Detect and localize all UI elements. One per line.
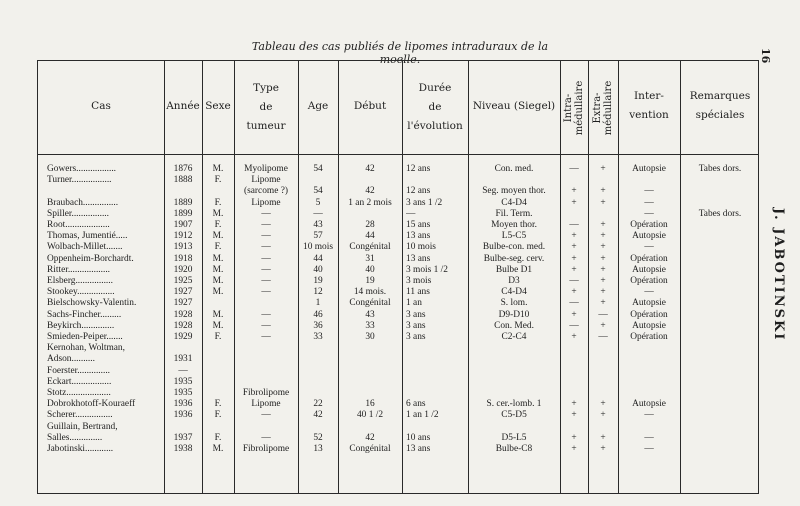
cell-debut: 42 <box>365 186 375 197</box>
cell-sexe: M. <box>212 253 224 264</box>
cell-debut: 40 <box>365 264 375 275</box>
header-rule <box>38 154 758 155</box>
table-row <box>38 164 758 175</box>
header-intra: Intra- médullaire <box>563 80 585 136</box>
cell-cas: Guillain, Bertrand, <box>47 421 118 432</box>
cell-duree: 1 an 1 /2 <box>406 410 439 421</box>
cell-niveau: L5-C5 <box>501 231 527 242</box>
cell-intervention: Opération <box>630 309 668 320</box>
cell-annee: 1938 <box>173 444 193 454</box>
cell-cas: Adson.......... <box>47 354 95 365</box>
cell-niveau: Seg. moyen thor. <box>482 186 546 197</box>
cell-duree: 13 ans <box>406 231 431 242</box>
table-row <box>38 276 758 287</box>
cell-cas: Gowers................. <box>47 164 117 174</box>
cell-type: Lipome <box>251 197 281 208</box>
cell-intervention: — <box>644 287 654 298</box>
cell-duree: 15 ans <box>406 220 431 230</box>
cell-sexe: M. <box>212 231 224 242</box>
table-row <box>38 198 758 209</box>
cell-sexe: M. <box>212 208 224 219</box>
cell-annee: 1935 <box>173 376 193 387</box>
cell-annee: 1920 <box>173 264 193 275</box>
cell-cas: Stotz................... <box>47 388 111 398</box>
cell-niveau: C4-D4 <box>501 287 527 298</box>
cell-sexe: M. <box>212 164 224 174</box>
cell-duree: 12 ans <box>406 186 431 197</box>
cell-niveau: S. cer.-lomb. 1 <box>486 399 542 410</box>
cell-duree: — <box>406 208 416 219</box>
cell-extra: + <box>600 432 606 443</box>
cell-sexe: M. <box>212 287 224 298</box>
cell-cas: Jabotinski............ <box>47 444 114 454</box>
header-annee: Année <box>166 100 200 112</box>
cell-annee: 1876 <box>173 164 193 174</box>
cell-type: — <box>261 264 271 275</box>
cell-debut: 1 an 2 mois <box>348 197 392 208</box>
cell-age: 33 <box>313 332 323 342</box>
cell-extra: + <box>600 197 606 208</box>
cell-debut: 42 <box>365 164 375 174</box>
cell-annee: 1912 <box>173 231 193 242</box>
cell-annee: 1928 <box>173 320 193 331</box>
cell-intra: + <box>571 444 577 454</box>
cell-cas: Bielschowsky-Valentin. <box>47 298 137 309</box>
cell-niveau: Con. med. <box>494 164 534 174</box>
cell-duree: 11 ans <box>406 287 430 298</box>
cell-intervention: Opération <box>630 276 668 286</box>
cell-annee: 1927 <box>173 287 193 298</box>
cell-age: 1 <box>315 298 321 309</box>
cell-duree: 3 ans <box>406 309 426 320</box>
cell-intervention: Autopsie <box>632 164 666 174</box>
cell-extra: + <box>600 287 606 298</box>
cell-annee: 1929 <box>173 332 193 342</box>
cell-intra: + <box>571 264 577 275</box>
cell-debut: 19 <box>365 276 375 286</box>
cell-intra: + <box>571 231 577 242</box>
cell-age: 13 <box>313 444 323 454</box>
cell-age: 40 <box>313 264 323 275</box>
cell-type: — <box>261 276 271 286</box>
cell-debut: Congénital <box>349 444 391 454</box>
cell-annee: 1925 <box>173 276 193 286</box>
cell-age: 54 <box>313 186 323 197</box>
header-duree <box>402 79 468 136</box>
cell-niveau: D5-L5 <box>501 432 527 443</box>
table-row <box>38 265 758 276</box>
cell-duree: 3 mois 1 /2 <box>406 264 448 275</box>
cell-niveau: D9-D10 <box>498 309 530 320</box>
header-type-line: tumeur <box>246 120 286 132</box>
cell-type: — <box>261 410 271 421</box>
cell-intra: — <box>569 298 579 309</box>
header-remarques <box>680 87 760 125</box>
cell-age: 36 <box>313 320 323 331</box>
cell-sexe: M. <box>212 276 224 286</box>
cell-extra: + <box>600 242 606 253</box>
header-niveau: Niveau (Siegel) <box>472 100 556 112</box>
table-row <box>38 231 758 242</box>
table-row <box>38 354 758 365</box>
cell-annee: 1888 <box>173 175 193 186</box>
cell-extra: + <box>600 253 606 264</box>
cell-type: Lipome <box>251 399 281 410</box>
cell-cas: Sachs-Fincher......... <box>47 309 122 320</box>
table-row <box>38 254 758 265</box>
cell-age: 22 <box>313 399 323 410</box>
cell-cas: Dobrokhotoff-Kouraeff <box>47 399 136 410</box>
cell-sexe: M. <box>212 264 224 275</box>
cell-intra: + <box>571 242 577 253</box>
cell-intervention: — <box>644 432 654 443</box>
cell-intervention: — <box>644 444 654 454</box>
cell-type: — <box>261 320 271 331</box>
cell-extra: — <box>598 332 608 342</box>
cell-duree: 3 mois <box>406 276 432 286</box>
cell-debut: 30 <box>365 332 375 342</box>
cell-niveau: Bulbe-seg. cerv. <box>483 253 545 264</box>
cell-age: 19 <box>313 276 323 286</box>
cell-debut: 40 1 /2 <box>356 410 384 421</box>
cell-intra: + <box>571 197 577 208</box>
cell-age: 43 <box>313 220 323 230</box>
cell-niveau: D3 <box>508 276 520 286</box>
cell-cas: Foerster.............. <box>47 365 111 376</box>
cell-cas: Stookey................ <box>47 287 115 298</box>
cell-debut: 16 <box>365 399 375 410</box>
cell-niveau: S. lom. <box>500 298 528 309</box>
cell-type: — <box>261 242 271 253</box>
cell-intervention: Opération <box>630 253 668 264</box>
cell-annee: 1927 <box>173 298 193 309</box>
cell-type: — <box>261 231 271 242</box>
table-row <box>38 410 758 421</box>
table-row <box>38 287 758 298</box>
cell-extra: + <box>600 164 606 174</box>
cell-intra: + <box>571 253 577 264</box>
cell-intervention: Opération <box>630 332 668 342</box>
cell-type: Fibrolipome <box>242 388 290 398</box>
cell-type: — <box>261 432 271 443</box>
table-row <box>38 175 758 186</box>
header-duree-line: l'évolution <box>407 120 463 132</box>
cell-extra: + <box>600 410 606 421</box>
cell-age: 12 <box>313 287 323 298</box>
header-age: Age <box>307 100 329 112</box>
cell-intra: + <box>571 432 577 443</box>
header-intervention <box>618 87 680 125</box>
cell-cas: Kernohan, Woltman, <box>47 343 125 354</box>
cell-type: — <box>261 309 271 320</box>
cell-annee: 1928 <box>173 309 193 320</box>
header-duree-line: de <box>428 101 442 113</box>
table-row <box>38 399 758 410</box>
running-author: J. JABOTINSKI <box>771 208 786 342</box>
cell-cas: Eckart................. <box>47 376 112 387</box>
header-intervention-line: vention <box>629 109 669 121</box>
cell-annee: 1937 <box>173 432 193 443</box>
cell-niveau: Bulbe-con. med. <box>482 242 546 253</box>
table-row <box>38 220 758 231</box>
cell-annee: 1889 <box>173 197 193 208</box>
cell-cas: Thomas, Jumentié..... <box>47 231 128 242</box>
cell-duree: 12 ans <box>406 164 431 174</box>
cell-duree: 3 ans <box>406 332 426 342</box>
cell-cas: Scherer................ <box>47 410 113 421</box>
cell-duree: 1 an <box>406 298 422 309</box>
cell-age: 46 <box>313 309 323 320</box>
cell-intervention: — <box>644 197 654 208</box>
cell-extra: + <box>600 298 606 309</box>
table-row <box>38 332 758 343</box>
cell-niveau: C5-D5 <box>501 410 527 421</box>
cell-sexe: F. <box>214 332 222 342</box>
cell-sexe: F. <box>214 242 222 253</box>
cell-niveau: C2-C4 <box>501 332 527 342</box>
header-extra: Extra- médullaire <box>592 80 614 136</box>
cell-intra: — <box>569 220 579 230</box>
header-intervention-line: Inter- <box>634 90 664 102</box>
cell-cas: Elsberg................ <box>47 276 113 286</box>
table-row <box>38 242 758 253</box>
cell-debut: 31 <box>365 253 375 264</box>
header-type <box>234 79 298 136</box>
cell-duree: 3 ans 1 /2 <box>406 197 443 208</box>
cell-duree: 10 mois <box>406 242 436 253</box>
cell-age: 54 <box>313 164 323 174</box>
cell-type: — <box>261 208 271 219</box>
cell-duree: 10 ans <box>406 432 431 443</box>
cell-niveau: Con. Med. <box>494 320 534 331</box>
cell-age: 44 <box>313 253 323 264</box>
cell-cas: Oppenheim-Borchardt. <box>47 253 134 264</box>
header-type-line: de <box>259 101 273 113</box>
header-remarques-line: spéciales <box>695 109 745 121</box>
cell-remarques: Tabes dors. <box>698 208 742 219</box>
cell-annee: 1931 <box>173 354 193 365</box>
page-title: Tableau des cas publiés de lipomes intraduraux de la moelle. <box>251 40 549 66</box>
cell-sexe: M. <box>212 309 224 320</box>
cell-intervention: Autopsie <box>632 231 666 242</box>
cell-extra: + <box>600 276 606 286</box>
cell-annee: 1899 <box>173 208 193 219</box>
cell-intra: — <box>569 276 579 286</box>
cell-debut: 33 <box>365 320 375 331</box>
cell-intervention: Autopsie <box>632 298 666 309</box>
cell-duree: 13 ans <box>406 444 431 454</box>
table-row <box>38 209 758 220</box>
cell-cas: Smieden-Peiper....... <box>47 332 123 342</box>
header-sexe: Sexe <box>205 100 231 112</box>
cell-type: — <box>261 220 271 230</box>
cell-niveau: Fil. Term. <box>495 208 533 219</box>
cell-intervention: — <box>644 186 654 197</box>
cell-intra: + <box>571 332 577 342</box>
cell-debut: Congénital <box>349 242 391 253</box>
cell-annee: 1918 <box>173 253 193 264</box>
cell-duree: 13 ans <box>406 253 431 264</box>
cell-age: 57 <box>313 231 323 242</box>
table-row <box>38 366 758 377</box>
cell-annee: 1913 <box>173 242 193 253</box>
table-row <box>38 433 758 444</box>
cell-debut: 44 <box>365 231 375 242</box>
cell-duree: 3 ans <box>406 320 426 331</box>
cell-duree: 6 ans <box>406 399 426 410</box>
cell-extra: + <box>600 186 606 197</box>
header-remarques-line: Remarques <box>689 90 751 102</box>
page-number: 16 <box>759 48 772 64</box>
cell-niveau: Moyen thor. <box>491 220 537 230</box>
cell-intervention: Autopsie <box>632 320 666 331</box>
cell-age: 52 <box>313 432 323 443</box>
cell-age: — <box>313 208 323 219</box>
cell-annee: 1936 <box>173 399 193 410</box>
cell-sexe: F. <box>214 410 222 421</box>
cell-debut: Congénital <box>349 298 391 309</box>
cell-type: (sarcome ?) <box>244 186 288 197</box>
cell-cas: Salles.............. <box>47 432 103 443</box>
table-row <box>38 186 758 197</box>
table-row <box>38 377 758 388</box>
cell-age: 10 mois <box>303 242 333 253</box>
cell-intra: — <box>569 164 579 174</box>
cell-extra: + <box>600 264 606 275</box>
cell-age: 5 <box>315 197 321 208</box>
table-row <box>38 343 758 354</box>
cell-cas: Beykirch.............. <box>47 320 115 331</box>
cell-intervention: Autopsie <box>632 399 666 410</box>
table-row <box>38 388 758 399</box>
cell-annee: 1907 <box>173 220 193 230</box>
header-debut: Début <box>353 100 387 112</box>
cell-extra: + <box>600 444 606 454</box>
cell-sexe: M. <box>212 320 224 331</box>
cell-intra: + <box>571 287 577 298</box>
cell-cas: Root................... <box>47 220 110 230</box>
cell-extra: + <box>600 220 606 230</box>
table-row <box>38 444 758 455</box>
cell-sexe: F. <box>214 399 222 410</box>
cell-sexe: F. <box>214 175 222 186</box>
cell-cas: Spiller................ <box>47 208 109 219</box>
cases-table <box>37 60 759 494</box>
cell-annee: 1935 <box>173 388 193 398</box>
cell-cas: Turner................. <box>47 175 112 186</box>
table-row <box>38 298 758 309</box>
cell-type: — <box>261 253 271 264</box>
cell-intervention: Opération <box>630 220 668 230</box>
cell-cas: Braubach............... <box>47 197 119 208</box>
cell-type: Lipome <box>251 175 281 186</box>
cell-intra: — <box>569 320 579 331</box>
cell-annee: 1936 <box>173 410 193 421</box>
cell-extra: — <box>598 309 608 320</box>
table-row <box>38 321 758 332</box>
cell-debut: 28 <box>365 220 375 230</box>
cell-annee: — <box>178 365 188 376</box>
cell-extra: + <box>600 320 606 331</box>
cell-cas: Wolbach-Millet....... <box>47 242 123 253</box>
cell-cas: Ritter.................. <box>47 264 111 275</box>
header-cas: Cas <box>91 100 111 112</box>
cell-intervention: — <box>644 208 654 219</box>
cell-niveau: Bulbe D1 <box>495 264 533 275</box>
cell-sexe: M. <box>212 444 224 454</box>
cell-debut: 43 <box>365 309 375 320</box>
header-type-line: Type <box>253 82 279 94</box>
cell-type: — <box>261 332 271 342</box>
cell-extra: + <box>600 399 606 410</box>
cell-intra: + <box>571 186 577 197</box>
cell-sexe: F. <box>214 220 222 230</box>
table-row <box>38 422 758 433</box>
cell-extra: + <box>600 231 606 242</box>
cell-intra: + <box>571 309 577 320</box>
table-row <box>38 310 758 321</box>
cell-niveau: C4-D4 <box>501 197 527 208</box>
cell-debut: 14 mois. <box>353 287 387 298</box>
cell-sexe: F. <box>214 197 222 208</box>
cell-intervention: — <box>644 242 654 253</box>
header-duree-line: Durée <box>418 82 452 94</box>
cell-debut: 42 <box>365 432 375 443</box>
cell-type: — <box>261 287 271 298</box>
cell-intra: + <box>571 410 577 421</box>
cell-type: Fibrolipome <box>242 444 290 454</box>
cell-niveau: Bulbe-C8 <box>495 444 533 454</box>
cell-age: 42 <box>313 410 323 421</box>
cell-remarques: Tabes dors. <box>698 164 742 174</box>
cell-intra: + <box>571 399 577 410</box>
cell-sexe: F. <box>214 432 222 443</box>
cell-intervention: Autopsie <box>632 264 666 275</box>
cell-intervention: — <box>644 410 654 421</box>
cell-type: Myolipome <box>244 164 288 174</box>
